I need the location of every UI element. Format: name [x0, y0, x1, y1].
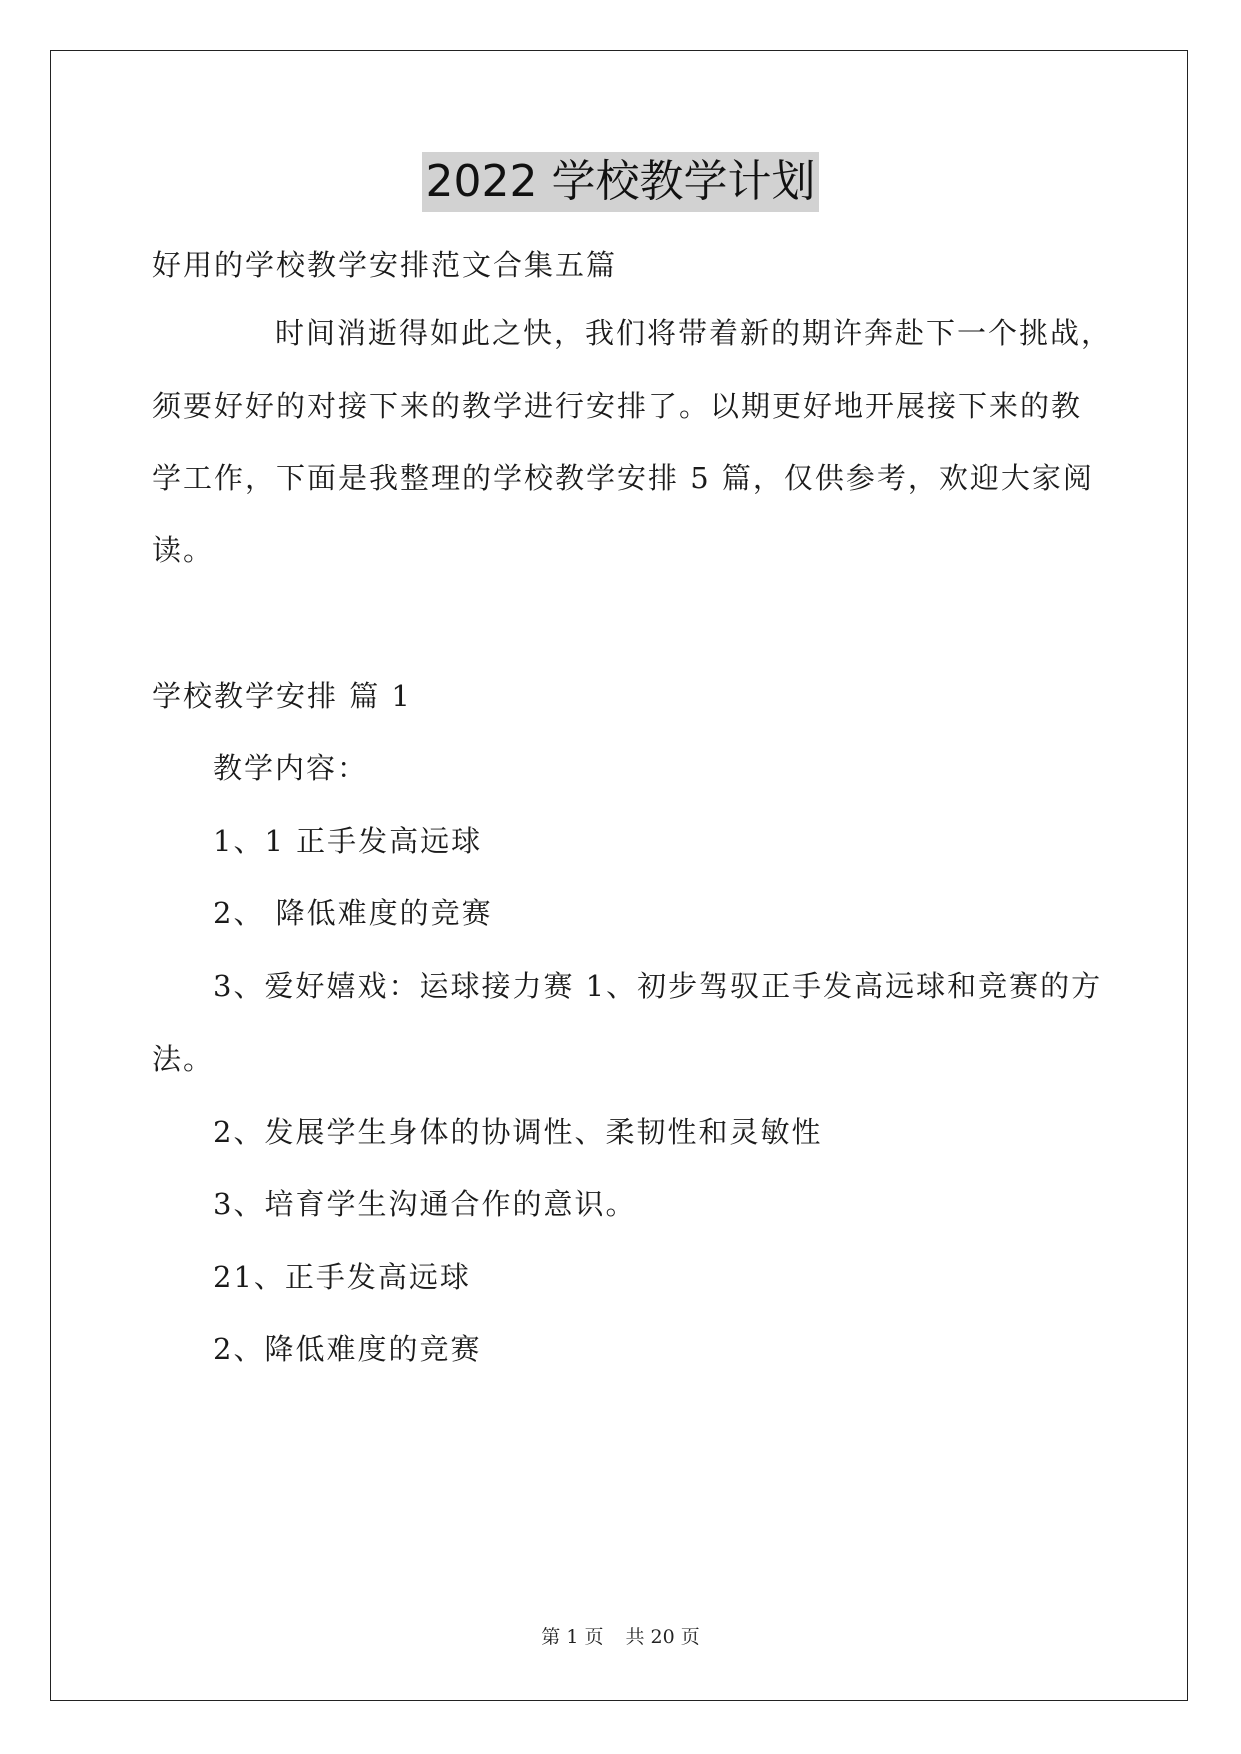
list-item: 2、 降低难度的竞赛	[213, 896, 493, 930]
list-item: 3、培育学生沟通合作的意识。	[213, 1187, 637, 1221]
intro-line-3: 学工作，下面是我整理的学校教学安排 5 篇，仅供参考，欢迎大家阅	[152, 461, 1094, 495]
list-item: 21、正手发高远球	[213, 1260, 471, 1294]
list-item: 2、降低难度的竞赛	[213, 1332, 482, 1366]
title-container	[0, 152, 1241, 212]
page-footer	[0, 1622, 1241, 1649]
document-title: 2022 学校教学计划	[422, 152, 820, 212]
document-subtitle: 好用的学校教学安排范文合集五篇	[152, 248, 618, 282]
list-item: 3、爱好嬉戏：运球接力赛 1、初步驾驭正手发高远球和竞赛的方	[213, 969, 1103, 1003]
section-heading: 学校教学安排 篇 1	[152, 679, 412, 713]
intro-line-1: 时间消逝得如此之快，我们将带着新的期许奔赴下一个挑战，	[275, 316, 1113, 350]
page-number-total: 共 20 页	[625, 1626, 700, 1648]
page-border	[50, 50, 1188, 1701]
intro-line-2: 须要好好的对接下来的教学进行安排了。以期更好地开展接下来的教	[152, 389, 1083, 423]
intro-line-4: 读。	[152, 533, 215, 567]
list-item-continuation: 法。	[152, 1042, 215, 1076]
page-number-current: 第 1 页	[541, 1626, 604, 1648]
list-item: 1、1 正手发高远球	[213, 824, 483, 858]
content-label: 教学内容：	[213, 751, 369, 785]
list-item: 2、发展学生身体的协调性、柔韧性和灵敏性	[213, 1115, 823, 1149]
